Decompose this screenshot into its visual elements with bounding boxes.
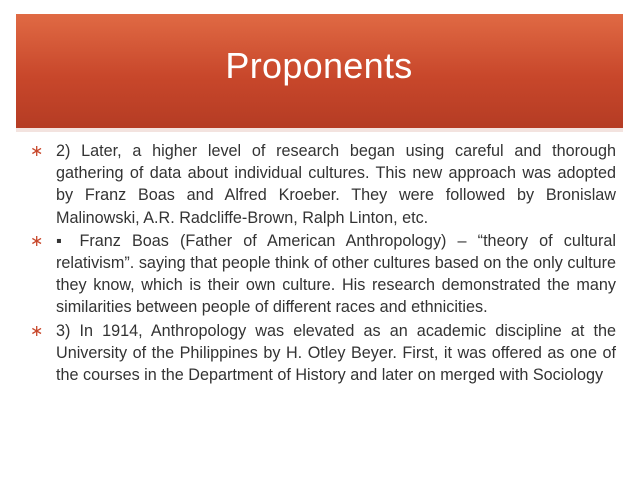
bullet-text: 2) Later, a higher level of research began using careful and thorough gathering of data about individual cultures. This new approach was adopted by Franz Boas and Alfred Kroeber. They were followed by Bronislaw Malinowski, A.R. Radcliffe-Brown, Ralph Linton, etc. [56,142,616,227]
asterisk-bullet-icon: ∗ [30,320,44,340]
slide-title: Proponents [225,45,413,86]
bullet-item [30,320,616,387]
bullet-text: ▪ Franz Boas (Father of American Anthropology) – “theory of cultural relativism”. saying that people think of other cultures based on the only culture they know, which is their own culture. His research demonstrated the many similarities between people of different races and ethnicities. [56,231,616,317]
slide-body [30,140,616,387]
banner-divider [16,128,623,132]
bullet-item [30,230,616,319]
bullet-text: 3) In 1914, Anthropology was elevated as an academic discipline at the University of the Philippines by H. Otley Beyer. First, it was offered as one of the courses in the Department of History and later on merged with Sociology [56,321,616,385]
bullet-item [30,140,616,229]
asterisk-bullet-icon: ∗ [30,230,44,250]
asterisk-bullet-icon: ∗ [30,141,44,160]
